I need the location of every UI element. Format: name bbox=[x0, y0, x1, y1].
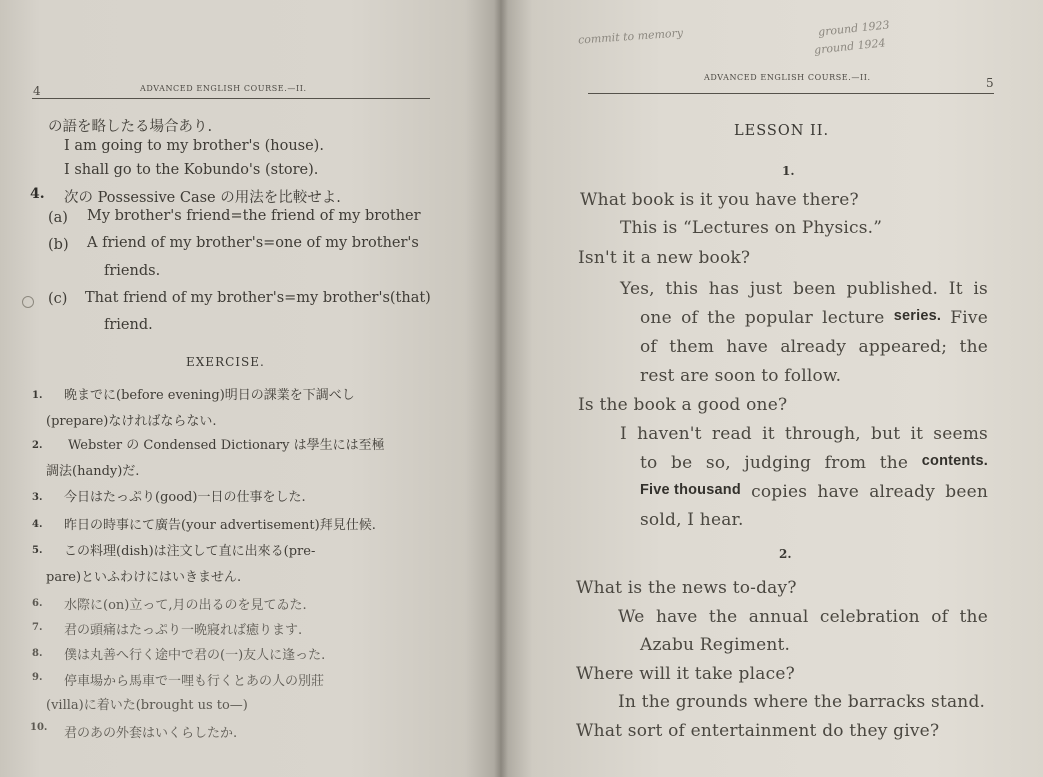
dialogue-answer-line: We have the annual celebration of the bbox=[618, 607, 988, 627]
exercise-line: Webster の Condensed Dictionary は學生には至極 bbox=[68, 438, 385, 453]
book-gutter bbox=[494, 0, 508, 777]
pencil-note: ground 1924 bbox=[813, 36, 887, 57]
pencil-note: ground 1923 bbox=[817, 18, 891, 39]
exercise-number: 2. bbox=[32, 440, 43, 451]
dialogue-question: What is the news to-day? bbox=[576, 578, 797, 598]
exercise-line: 晩までに(before evening)明日の課業を下調べし bbox=[64, 388, 355, 403]
exercise-number: 1. bbox=[32, 390, 43, 401]
item-b-text-cont: friends. bbox=[104, 263, 161, 279]
point-text: 次の Possessive Case の用法を比較せよ. bbox=[64, 190, 341, 206]
example-2: I shall go to the Kobundo's (store). bbox=[64, 162, 319, 178]
exercise-number: 7. bbox=[32, 622, 43, 633]
exercise-line: 水際に(on)立って,月の出るのを見てゐた. bbox=[64, 598, 307, 613]
dialogue-question: Is the book a good one? bbox=[578, 395, 788, 415]
exercise-number: 6. bbox=[32, 598, 43, 609]
page-number: 4 bbox=[33, 84, 41, 98]
exercise-line-cont: (villa)に着いた(brought us to—) bbox=[46, 698, 248, 713]
point-number: 4. bbox=[30, 186, 45, 202]
item-c-text: That friend of my brother's=my brother's(that) bbox=[85, 290, 431, 306]
dialogue-answer-line: of them have already appeared; the bbox=[640, 337, 988, 357]
exercise-line: 僕は丸善へ行く途中で君の(一)友人に逢った. bbox=[64, 648, 326, 663]
exercise-line-cont: pare)といふわけにはいきません. bbox=[46, 570, 242, 585]
item-a-label: (a) bbox=[48, 210, 68, 226]
dialogue-answer-line: sold, I hear. bbox=[640, 510, 744, 530]
exercise-line: 君のあの外套はいくらしたか. bbox=[64, 726, 238, 741]
dialogue-question: What book is it you have there? bbox=[580, 190, 859, 210]
exercise-number: 8. bbox=[32, 648, 43, 659]
header-rule bbox=[32, 98, 430, 99]
exercise-number: 4. bbox=[32, 519, 43, 530]
pencil-note: commit to memory bbox=[577, 26, 684, 47]
running-head: ADVANCED ENGLISH COURSE.—II. bbox=[704, 73, 871, 82]
dialogue-question: Where will it take place? bbox=[576, 664, 795, 684]
left-page bbox=[0, 0, 500, 777]
intro-line: の語を略したる場合あり. bbox=[48, 119, 213, 135]
exercise-line: 停車場から馬車で一哩も行くとあの人の別莊 bbox=[64, 674, 325, 689]
dialogue-answer-line: rest are soon to follow. bbox=[640, 366, 842, 386]
dialogue-answer: This is “Lectures on Physics.” bbox=[620, 218, 883, 238]
section-number: 2. bbox=[779, 547, 792, 561]
exercise-line: 昨日の時事にて廣告(your advertisement)拜見仕候. bbox=[64, 518, 376, 533]
exercise-line-cont: (prepare)なければならない. bbox=[46, 414, 217, 429]
exercise-number: 3. bbox=[32, 492, 43, 503]
item-b-label: (b) bbox=[48, 237, 69, 253]
dialogue-question: What sort of entertainment do they give? bbox=[576, 721, 940, 741]
dialogue-answer-line: Five thousand copies have already been bbox=[640, 482, 988, 502]
exercise-line: この料理(dish)は注文して直に出來る(pre- bbox=[64, 544, 316, 559]
section-number: 1. bbox=[782, 164, 795, 178]
exercise-number: 9. bbox=[32, 672, 43, 683]
pencil-circle-mark bbox=[22, 296, 34, 308]
dialogue-answer-line: I haven't read it through, but it seems bbox=[620, 424, 988, 444]
dialogue-answer-line: to be so, judging from the contents. bbox=[640, 453, 988, 473]
exercise-heading: EXERCISE. bbox=[186, 355, 265, 369]
exercise-line-cont: 調法(handy)だ. bbox=[46, 464, 140, 479]
lesson-title: LESSON II. bbox=[734, 123, 830, 139]
exercise-line: 君の頭痛はたっぷり一晩寢れば癒ります. bbox=[64, 623, 303, 638]
right-page bbox=[500, 0, 1043, 777]
page-number: 5 bbox=[986, 76, 994, 90]
item-a-text: My brother's friend=the friend of my brother bbox=[87, 208, 421, 224]
item-c-label: (c) bbox=[48, 291, 68, 307]
exercise-number: 5. bbox=[32, 545, 43, 556]
dialogue-question: Isn't it a new book? bbox=[578, 248, 751, 268]
exercise-line: 今日はたっぷり(good)一日の仕事をした. bbox=[64, 490, 306, 505]
example-1: I am going to my brother's (house). bbox=[64, 138, 324, 154]
dialogue-answer: In the grounds where the barracks stand. bbox=[618, 692, 986, 712]
header-rule bbox=[588, 93, 994, 94]
dialogue-answer-line: Azabu Regiment. bbox=[640, 635, 791, 655]
running-head: ADVANCED ENGLISH COURSE.—II. bbox=[140, 84, 307, 93]
item-c-text-cont: friend. bbox=[104, 317, 153, 333]
dialogue-answer-line: Yes, this has just been published. It is bbox=[620, 279, 988, 299]
item-b-text: A friend of my brother's=one of my brother's bbox=[87, 235, 419, 251]
dialogue-answer-line: one of the popular lecture series. Five bbox=[640, 308, 988, 328]
exercise-number: 10. bbox=[30, 722, 48, 733]
